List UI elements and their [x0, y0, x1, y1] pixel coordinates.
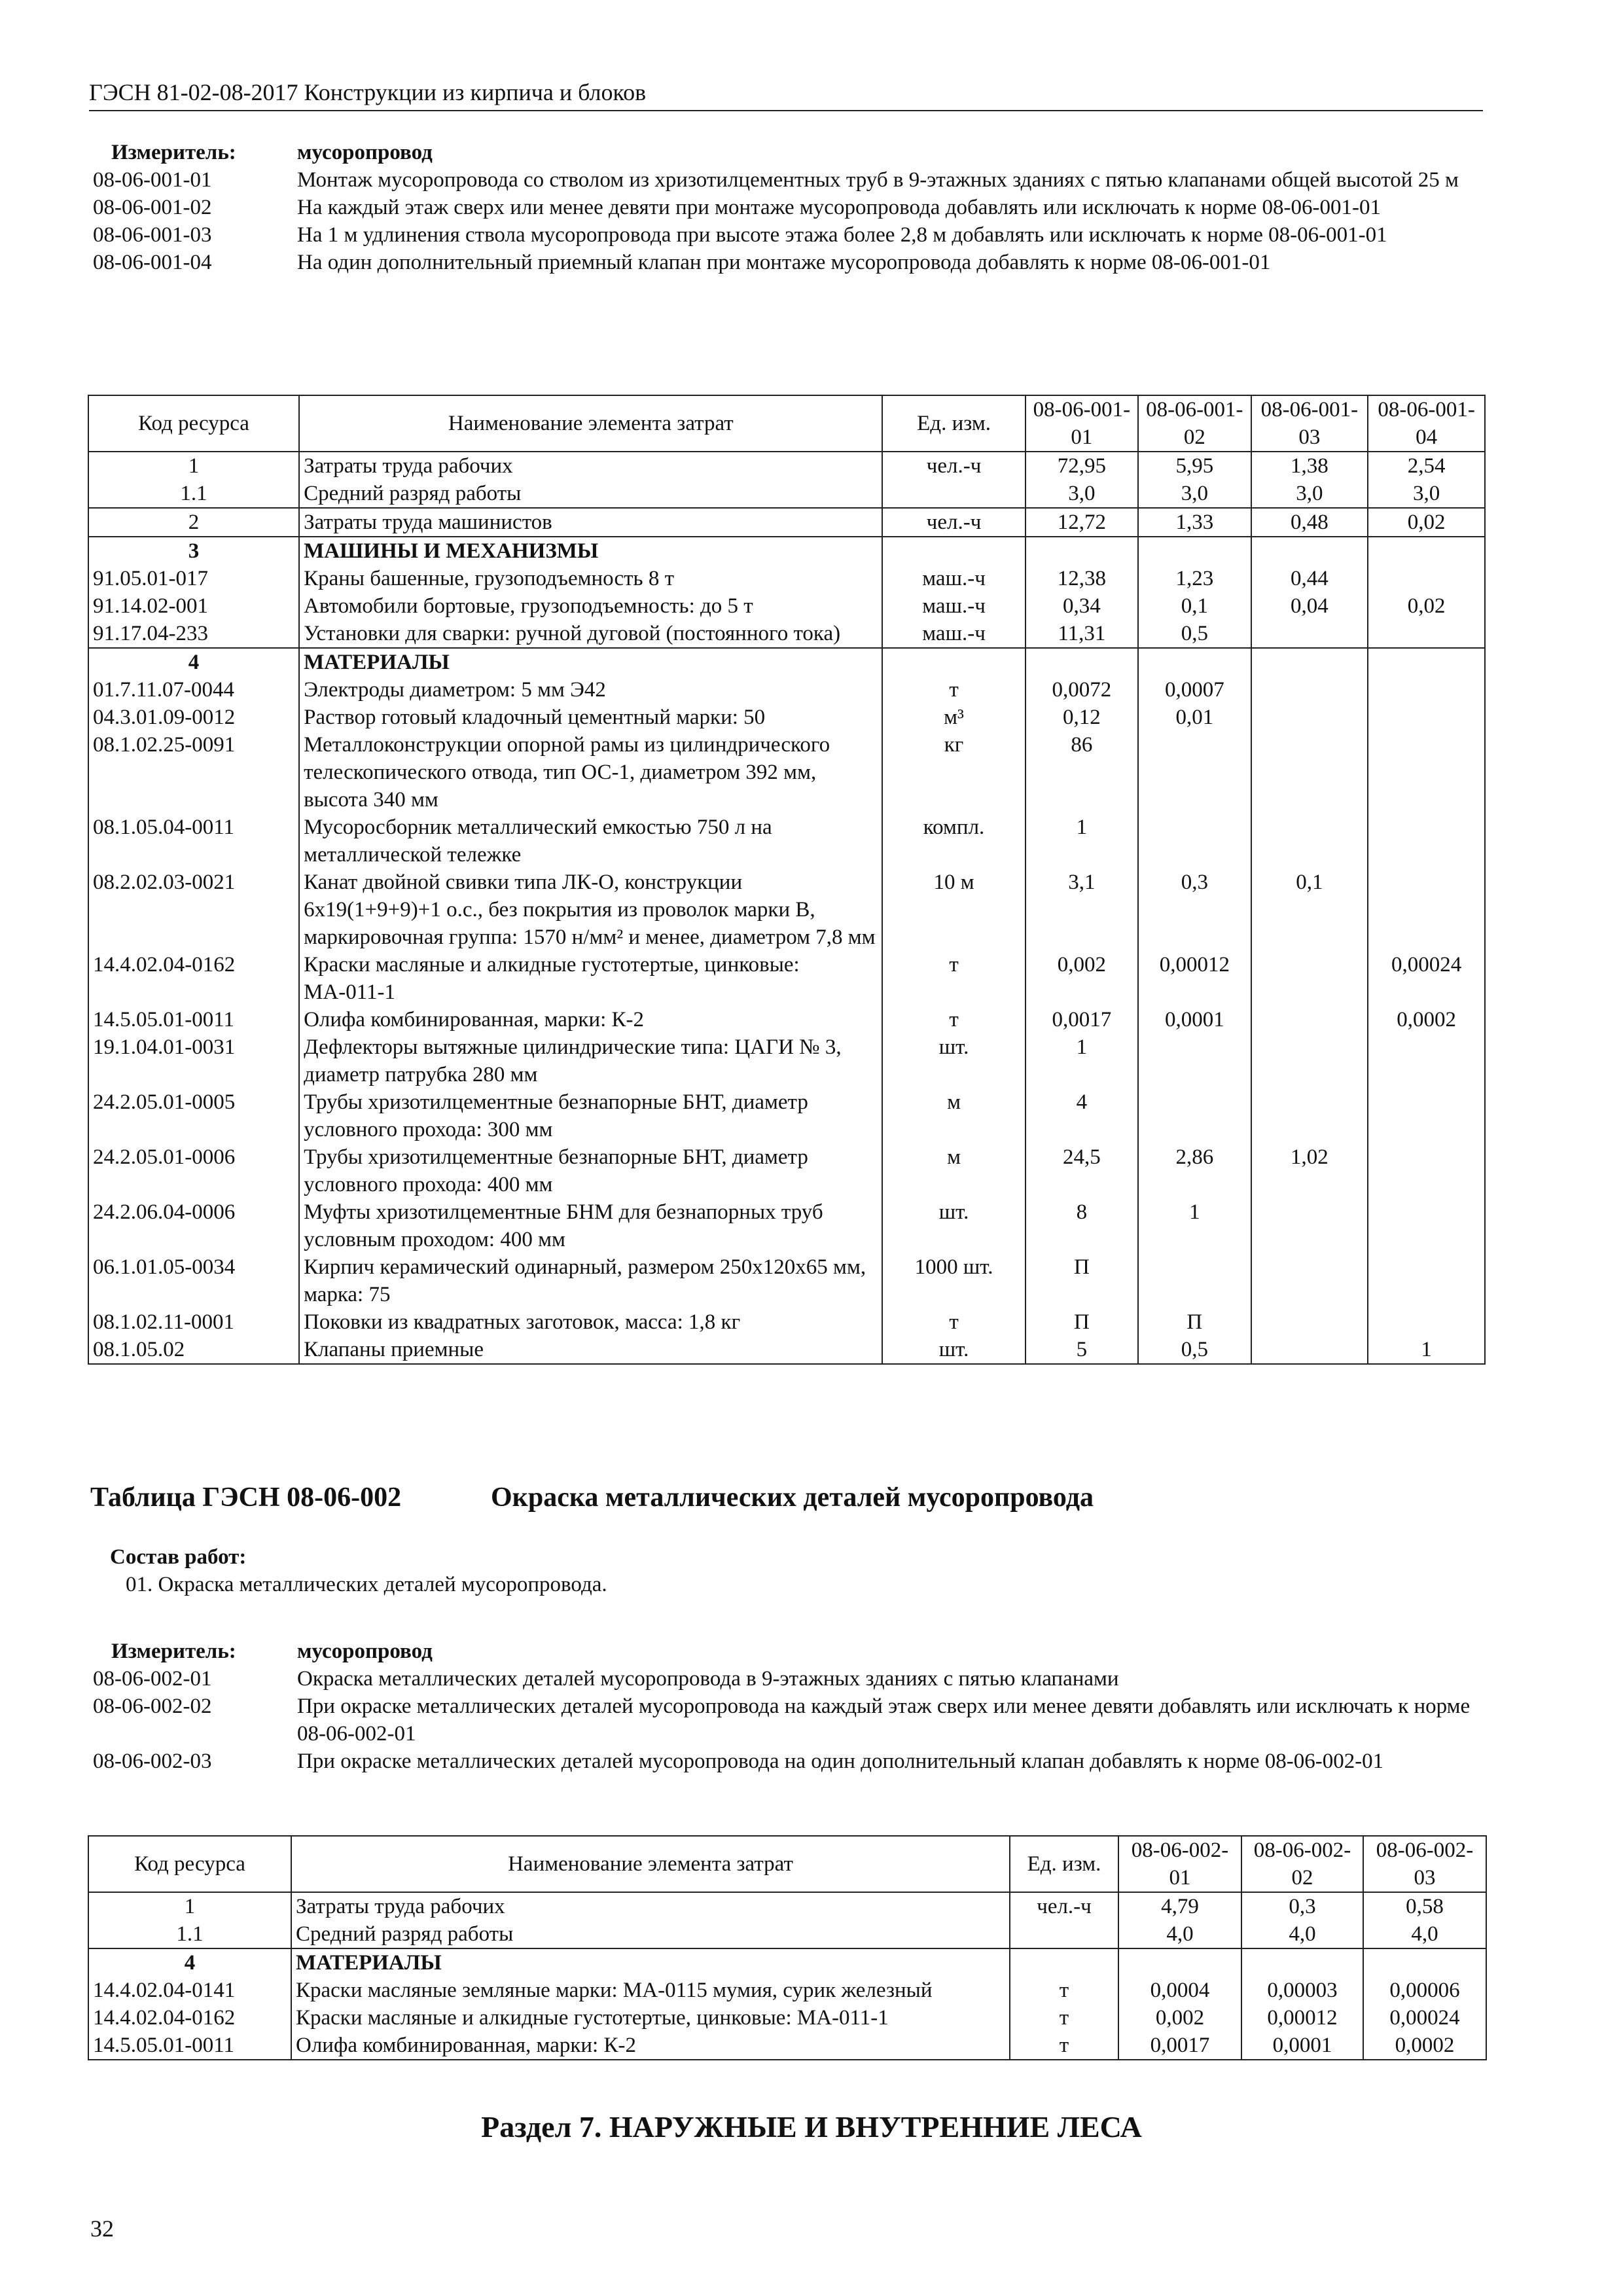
table-row	[88, 2032, 1486, 2060]
norm-value: 86	[1026, 731, 1138, 814]
norm-value	[1251, 704, 1368, 731]
resource-code: 91.17.04-233	[88, 620, 299, 648]
norm-value: 4,79	[1118, 1892, 1241, 1920]
resource-code: 14.5.05.01-0011	[88, 2032, 291, 2060]
cost-element-name: Кирпич керамический одинарный, размером 250x120x65 мм, марка: 75	[299, 1253, 882, 1308]
norm-value: 0,0002	[1368, 1006, 1485, 1033]
unit-of-measure: маш.-ч	[882, 565, 1025, 592]
unit-of-measure	[1010, 1948, 1118, 1977]
norm-code: 08-06-001-01	[93, 168, 212, 192]
norm-value	[1251, 620, 1368, 648]
cost-element-name: МАТЕРИАЛЫ	[299, 648, 882, 676]
norm-code: 08-06-002-03	[93, 1749, 212, 1773]
norm-value	[1363, 1948, 1486, 1977]
table-row	[88, 648, 1485, 676]
norm-value: 0,58	[1363, 1892, 1486, 1920]
norm-value: П	[1138, 1308, 1251, 1336]
norm-value: 12,38	[1026, 565, 1138, 592]
column-header: 08-06-002-02	[1241, 1836, 1363, 1892]
unit-of-measure: т	[882, 1006, 1025, 1033]
norm-description: Монтаж мусоропровода со стволом из хризотилцементных труб в 9-этажных зданиях с пятью клапанами общей высотой 25 м	[297, 168, 1459, 192]
norm-value: 0,0017	[1118, 2032, 1241, 2060]
norm-value: 3,0	[1368, 480, 1485, 508]
norm-value: 0,0001	[1138, 1006, 1251, 1033]
norm-value: 1,33	[1138, 508, 1251, 537]
table-row	[88, 565, 1485, 592]
norm-description: Окраска металлических деталей мусоропровода в 9-этажных зданиях с пятью клапанами	[297, 1667, 1119, 1691]
table-row	[88, 1033, 1485, 1088]
norm-value	[1251, 537, 1368, 565]
norm-description: При окраске металлических деталей мусоропровода на один дополнительный клапан добавлять к норме 08-06-002-01	[297, 1749, 1384, 1773]
resource-code: 24.2.05.01-0006	[88, 1143, 299, 1198]
norm-value: 11,31	[1026, 620, 1138, 648]
norm-value: 0,0007	[1138, 676, 1251, 704]
measure-title-row	[93, 1638, 1480, 1665]
norm-value: 3,0	[1138, 480, 1251, 508]
unit-of-measure: т	[882, 951, 1025, 1006]
cost-element-name: Мусоросборник металлический емкостью 750 л на металлической тележке	[299, 814, 882, 869]
norm-description: На 1 м удлинения ствола мусоропровода при высоте этажа более 2,8 м добавлять или исключать к норме 08-06-001-01	[297, 223, 1387, 247]
measure-label: Измеритель:	[111, 141, 236, 164]
column-header: Код ресурса	[88, 395, 299, 452]
table-row	[88, 1948, 1486, 1977]
norm-value: 0,002	[1026, 951, 1138, 1006]
norm-value: 4,0	[1118, 1920, 1241, 1948]
cost-element-name: Трубы хризотилцементные безнапорные БНТ, диаметр условного прохода: 400 мм	[299, 1143, 882, 1198]
column-header: 08-06-001-01	[1026, 395, 1138, 452]
norm-value: 1	[1138, 1198, 1251, 1253]
resource-code: 14.4.02.04-0141	[88, 1977, 291, 2004]
norm-value: 0,02	[1368, 592, 1485, 620]
unit-of-measure: шт.	[882, 1033, 1025, 1088]
norm-value	[1251, 1336, 1368, 1364]
norm-code: 08-06-001-02	[93, 196, 212, 219]
unit-of-measure: шт.	[882, 1198, 1025, 1253]
norm-value	[1251, 814, 1368, 869]
norm-value: 3,0	[1026, 480, 1138, 508]
column-header: Код ресурса	[88, 1836, 291, 1892]
unit-of-measure: чел.-ч	[1010, 1892, 1118, 1920]
column-header: 08-06-001-04	[1368, 395, 1485, 452]
resource-table-2	[88, 1835, 1487, 2060]
resource-code: 14.4.02.04-0162	[88, 2004, 291, 2032]
norm-row	[93, 249, 1480, 276]
column-header: Наименование элемента затрат	[299, 395, 882, 452]
resource-code: 08.1.05.02	[88, 1336, 299, 1364]
norm-value	[1368, 1143, 1485, 1198]
norm-value: 4,0	[1363, 1920, 1486, 1948]
norm-value: 0,0002	[1363, 2032, 1486, 2060]
table-heading-title: Окраска металлических деталей мусоропровода	[491, 1482, 1094, 1513]
norm-value: 3,1	[1026, 869, 1138, 951]
norm-value	[1138, 731, 1251, 814]
norm-code: 08-06-001-03	[93, 223, 212, 247]
norm-value	[1368, 1198, 1485, 1253]
norm-value: П	[1026, 1253, 1138, 1308]
unit-of-measure: т	[1010, 2004, 1118, 2032]
norm-value: 0,5	[1138, 620, 1251, 648]
cost-element-name: Олифа комбинированная, марки: К-2	[291, 2032, 1010, 2060]
norm-value: 12,72	[1026, 508, 1138, 537]
table-row	[88, 1198, 1485, 1253]
table-header-row	[88, 395, 1485, 452]
resource-code: 08.1.02.11-0001	[88, 1308, 299, 1336]
norm-row	[93, 221, 1480, 249]
measure-title-row	[93, 139, 1480, 166]
table-row	[88, 704, 1485, 731]
norm-value	[1138, 1033, 1251, 1088]
norm-value: 72,95	[1026, 452, 1138, 480]
page-number: 32	[90, 2215, 114, 2242]
norm-value	[1368, 537, 1485, 565]
resource-code: 04.3.01.09-0012	[88, 704, 299, 731]
unit-of-measure: кг	[882, 731, 1025, 814]
norm-value	[1026, 648, 1138, 676]
norm-value	[1251, 731, 1368, 814]
norm-value	[1138, 537, 1251, 565]
norm-value	[1368, 1088, 1485, 1143]
norm-value	[1251, 951, 1368, 1006]
norm-value	[1251, 1033, 1368, 1088]
cost-element-name: Клапаны приемные	[299, 1336, 882, 1364]
norm-value	[1138, 1253, 1251, 1308]
norm-value	[1368, 565, 1485, 592]
norm-value: 0,0017	[1026, 1006, 1138, 1033]
norm-value: 1,23	[1138, 565, 1251, 592]
column-header: 08-06-001-02	[1138, 395, 1251, 452]
table-row	[88, 452, 1485, 480]
table-row	[88, 1088, 1485, 1143]
norm-value	[1368, 1253, 1485, 1308]
cost-element-name: Краски масляные и алкидные густотертые, цинковые: МА-011-1	[299, 951, 882, 1006]
cost-element-name: Поковки из квадратных заготовок, масса: 1,8 кг	[299, 1308, 882, 1336]
norm-value: 8	[1026, 1198, 1138, 1253]
norm-value	[1368, 1033, 1485, 1088]
norm-value: 0,02	[1368, 508, 1485, 537]
norm-value: 2,86	[1138, 1143, 1251, 1198]
cost-element-name: Трубы хризотилцементные безнапорные БНТ, диаметр условного прохода: 300 мм	[299, 1088, 882, 1143]
unit-of-measure: компл.	[882, 814, 1025, 869]
cost-element-name: МАТЕРИАЛЫ	[291, 1948, 1010, 1977]
section-title: Раздел 7. НАРУЖНЫЕ И ВНУТРЕННИЕ ЛЕСА	[481, 2110, 1142, 2144]
resource-code: 91.14.02-001	[88, 592, 299, 620]
norm-row	[93, 194, 1480, 221]
norm-value: 0,1	[1138, 592, 1251, 620]
norm-value: 0,0004	[1118, 1977, 1241, 2004]
norm-list	[93, 1665, 1480, 1775]
norm-value	[1368, 869, 1485, 951]
unit-of-measure: т	[1010, 2032, 1118, 2060]
resource-code: 06.1.01.05-0034	[88, 1253, 299, 1308]
column-header: Ед. изм.	[882, 395, 1025, 452]
resource-table-1	[88, 395, 1486, 1365]
measure-block-1	[93, 139, 1480, 276]
norm-value	[1251, 1253, 1368, 1308]
cost-element-name: Муфты хризотилцементные БНМ для безнапорных труб условным проходом: 400 мм	[299, 1198, 882, 1253]
table-row	[88, 480, 1485, 508]
unit-of-measure: маш.-ч	[882, 620, 1025, 648]
resource-code: 08.2.02.03-0021	[88, 869, 299, 951]
norm-value: 0,01	[1138, 704, 1251, 731]
unit-of-measure: чел.-ч	[882, 452, 1025, 480]
column-header: Ед. изм.	[1010, 1836, 1118, 1892]
column-header: Наименование элемента затрат	[291, 1836, 1010, 1892]
norm-description: При окраске металлических деталей мусоропровода на каждый этаж сверх или менее девяти добавлять или исключать к норме 08-06-002-01	[297, 1695, 1471, 1746]
unit-of-measure: т	[1010, 1977, 1118, 2004]
cost-element-name: Автомобили бортовые, грузоподъемность: до 5 т	[299, 592, 882, 620]
cost-element-name: Краны башенные, грузоподъемность 8 т	[299, 565, 882, 592]
table-row	[88, 869, 1485, 951]
norm-value	[1251, 1308, 1368, 1336]
table-row	[88, 620, 1485, 648]
table-row	[88, 1006, 1485, 1033]
unit-of-measure	[882, 648, 1025, 676]
norm-value: 1	[1026, 1033, 1138, 1088]
resource-code: 1	[88, 1892, 291, 1920]
norm-value: 0,04	[1251, 592, 1368, 620]
table-heading	[90, 1480, 1094, 1515]
table-row	[88, 592, 1485, 620]
table-row	[88, 1143, 1485, 1198]
unit-of-measure: т	[882, 1308, 1025, 1336]
norm-value	[1251, 648, 1368, 676]
norm-value: 0,34	[1026, 592, 1138, 620]
measure-label: Измеритель:	[111, 1640, 236, 1663]
norm-value: 5,95	[1138, 452, 1251, 480]
resource-code: 4	[88, 1948, 291, 1977]
norm-value: 0,3	[1138, 869, 1251, 951]
measure-block-2	[93, 1638, 1480, 1775]
cost-element-name: Затраты труда рабочих	[291, 1892, 1010, 1920]
table-row	[88, 1253, 1485, 1308]
norm-value	[1368, 676, 1485, 704]
norm-value: 0,00006	[1363, 1977, 1486, 2004]
table-row	[88, 1336, 1485, 1364]
norm-value: 0,00012	[1241, 2004, 1363, 2032]
work-composition-label: Состав работ:	[110, 1545, 247, 1569]
cost-element-name: Затраты труда машинистов	[299, 508, 882, 537]
resource-code: 91.05.01-017	[88, 565, 299, 592]
table-header-row	[88, 1836, 1486, 1892]
unit-of-measure: т	[882, 676, 1025, 704]
norm-value: 0,0072	[1026, 676, 1138, 704]
norm-value: 1	[1368, 1336, 1485, 1364]
norm-value: 5	[1026, 1336, 1138, 1364]
cost-element-name: Средний разряд работы	[291, 1920, 1010, 1948]
norm-value: 0,5	[1138, 1336, 1251, 1364]
norm-value: 1	[1026, 814, 1138, 869]
cost-element-name: Дефлекторы вытяжные цилиндрические типа: ЦАГИ № 3, диаметр патрубка 280 мм	[299, 1033, 882, 1088]
resource-code: 08.1.05.04-0011	[88, 814, 299, 869]
norm-value	[1368, 814, 1485, 869]
norm-value	[1251, 676, 1368, 704]
norm-row	[93, 166, 1480, 194]
norm-value: 0,00003	[1241, 1977, 1363, 2004]
cost-element-name: Средний разряд работы	[299, 480, 882, 508]
work-composition	[110, 1543, 607, 1598]
cost-element-name: Краски масляные и алкидные густотертые, цинковые: МА-011-1	[291, 2004, 1010, 2032]
unit-of-measure: чел.-ч	[882, 508, 1025, 537]
norm-value	[1251, 1198, 1368, 1253]
resource-code: 2	[88, 508, 299, 537]
cost-element-name: Металлоконструкции опорной рамы из цилиндрического телескопического отвода, тип ОС-1, диаметром 392 мм, высота 340 мм	[299, 731, 882, 814]
norm-value	[1368, 1308, 1485, 1336]
norm-value	[1241, 1948, 1363, 1977]
resource-code: 14.4.02.04-0162	[88, 951, 299, 1006]
norm-value: П	[1026, 1308, 1138, 1336]
norm-value: 0,00024	[1368, 951, 1485, 1006]
norm-value	[1251, 1006, 1368, 1033]
norm-value: 0,002	[1118, 2004, 1241, 2032]
norm-value	[1368, 731, 1485, 814]
resource-code: 24.2.06.04-0006	[88, 1198, 299, 1253]
norm-value: 4,0	[1241, 1920, 1363, 1948]
column-header: 08-06-002-03	[1363, 1836, 1486, 1892]
running-header: ГЭСН 81-02-08-2017 Конструкции из кирпича и блоков	[89, 77, 1483, 111]
table-row	[88, 814, 1485, 869]
unit-of-measure: 10 м	[882, 869, 1025, 951]
norm-row	[93, 1693, 1480, 1748]
norm-value	[1368, 648, 1485, 676]
norm-value: 0,00024	[1363, 2004, 1486, 2032]
resource-code: 3	[88, 537, 299, 565]
unit-of-measure: 1000 шт.	[882, 1253, 1025, 1308]
cost-element-name: Установки для сварки: ручной дуговой (постоянного тока)	[299, 620, 882, 648]
norm-value	[1118, 1948, 1241, 1977]
resource-code: 19.1.04.01-0031	[88, 1033, 299, 1088]
norm-value: 24,5	[1026, 1143, 1138, 1198]
norm-row	[93, 1665, 1480, 1693]
resource-code: 14.5.05.01-0011	[88, 1006, 299, 1033]
column-header: 08-06-001-03	[1251, 395, 1368, 452]
norm-value: 2,54	[1368, 452, 1485, 480]
norm-value: 4	[1026, 1088, 1138, 1143]
unit-of-measure	[1010, 1920, 1118, 1948]
unit-of-measure	[882, 537, 1025, 565]
norm-code: 08-06-001-04	[93, 251, 212, 274]
unit-of-measure: м	[882, 1143, 1025, 1198]
norm-value	[1138, 1088, 1251, 1143]
cost-element-name: Затраты труда рабочих	[299, 452, 882, 480]
norm-value	[1368, 704, 1485, 731]
norm-description: На каждый этаж сверх или менее девяти при монтаже мусоропровода добавлять или исключать к норме 08-06-001-01	[297, 196, 1381, 219]
table-row	[88, 951, 1485, 1006]
resource-code: 08.1.02.25-0091	[88, 731, 299, 814]
norm-value: 3,0	[1251, 480, 1368, 508]
norm-row	[93, 1748, 1480, 1775]
cost-element-name: Электроды диаметром: 5 мм Э42	[299, 676, 882, 704]
table-row	[88, 2004, 1486, 2032]
unit-of-measure: маш.-ч	[882, 592, 1025, 620]
norm-value: 0,48	[1251, 508, 1368, 537]
resource-code: 1	[88, 452, 299, 480]
table-row	[88, 537, 1485, 565]
unit-of-measure: шт.	[882, 1336, 1025, 1364]
cost-element-name: Канат двойной свивки типа ЛК-О, конструкции 6x19(1+9+9)+1 о.с., без покрытия из проволок марки В, маркировочная группа: 1570 н/мм² и менее, диаметром 7,8 мм	[299, 869, 882, 951]
measure-value: мусоропровод	[297, 1640, 433, 1663]
norm-value	[1138, 648, 1251, 676]
table-row	[88, 1977, 1486, 2004]
norm-value	[1251, 1088, 1368, 1143]
norm-description: На один дополнительный приемный клапан при монтаже мусоропровода добавлять к норме 08-06-001-01	[297, 251, 1271, 274]
measure-value: мусоропровод	[297, 141, 433, 164]
unit-of-measure: м³	[882, 704, 1025, 731]
table-row	[88, 731, 1485, 814]
norm-value: 0,12	[1026, 704, 1138, 731]
cost-element-name: Раствор готовый кладочный цементный марки: 50	[299, 704, 882, 731]
column-header: 08-06-002-01	[1118, 1836, 1241, 1892]
norm-value: 1,02	[1251, 1143, 1368, 1198]
norm-value: 1,38	[1251, 452, 1368, 480]
resource-code: 01.7.11.07-0044	[88, 676, 299, 704]
cost-element-name: МАШИНЫ И МЕХАНИЗМЫ	[299, 537, 882, 565]
norm-code: 08-06-002-02	[93, 1695, 212, 1718]
norm-list	[93, 166, 1480, 276]
norm-value	[1026, 537, 1138, 565]
norm-value: 0,3	[1241, 1892, 1363, 1920]
norm-code: 08-06-002-01	[93, 1667, 212, 1691]
table-row	[88, 1892, 1486, 1920]
work-composition-item: 01. Окраска металлических деталей мусоропровода.	[126, 1573, 607, 1596]
unit-of-measure	[882, 480, 1025, 508]
table-row	[88, 1920, 1486, 1948]
norm-value: 0,1	[1251, 869, 1368, 951]
unit-of-measure: м	[882, 1088, 1025, 1143]
table-row	[88, 1308, 1485, 1336]
resource-code: 1.1	[88, 1920, 291, 1948]
norm-value: 0,00012	[1138, 951, 1251, 1006]
norm-value: 0,44	[1251, 565, 1368, 592]
table-row	[88, 508, 1485, 537]
table-row	[88, 676, 1485, 704]
resource-code: 4	[88, 648, 299, 676]
resource-code: 1.1	[88, 480, 299, 508]
table-heading-label: Таблица ГЭСН 08-06-002	[90, 1482, 402, 1513]
cost-element-name: Краски масляные земляные марки: МА-0115 мумия, сурик железный	[291, 1977, 1010, 2004]
norm-value	[1138, 814, 1251, 869]
cost-element-name: Олифа комбинированная, марки: К-2	[299, 1006, 882, 1033]
resource-code: 24.2.05.01-0005	[88, 1088, 299, 1143]
norm-value: 0,0001	[1241, 2032, 1363, 2060]
norm-value	[1368, 620, 1485, 648]
